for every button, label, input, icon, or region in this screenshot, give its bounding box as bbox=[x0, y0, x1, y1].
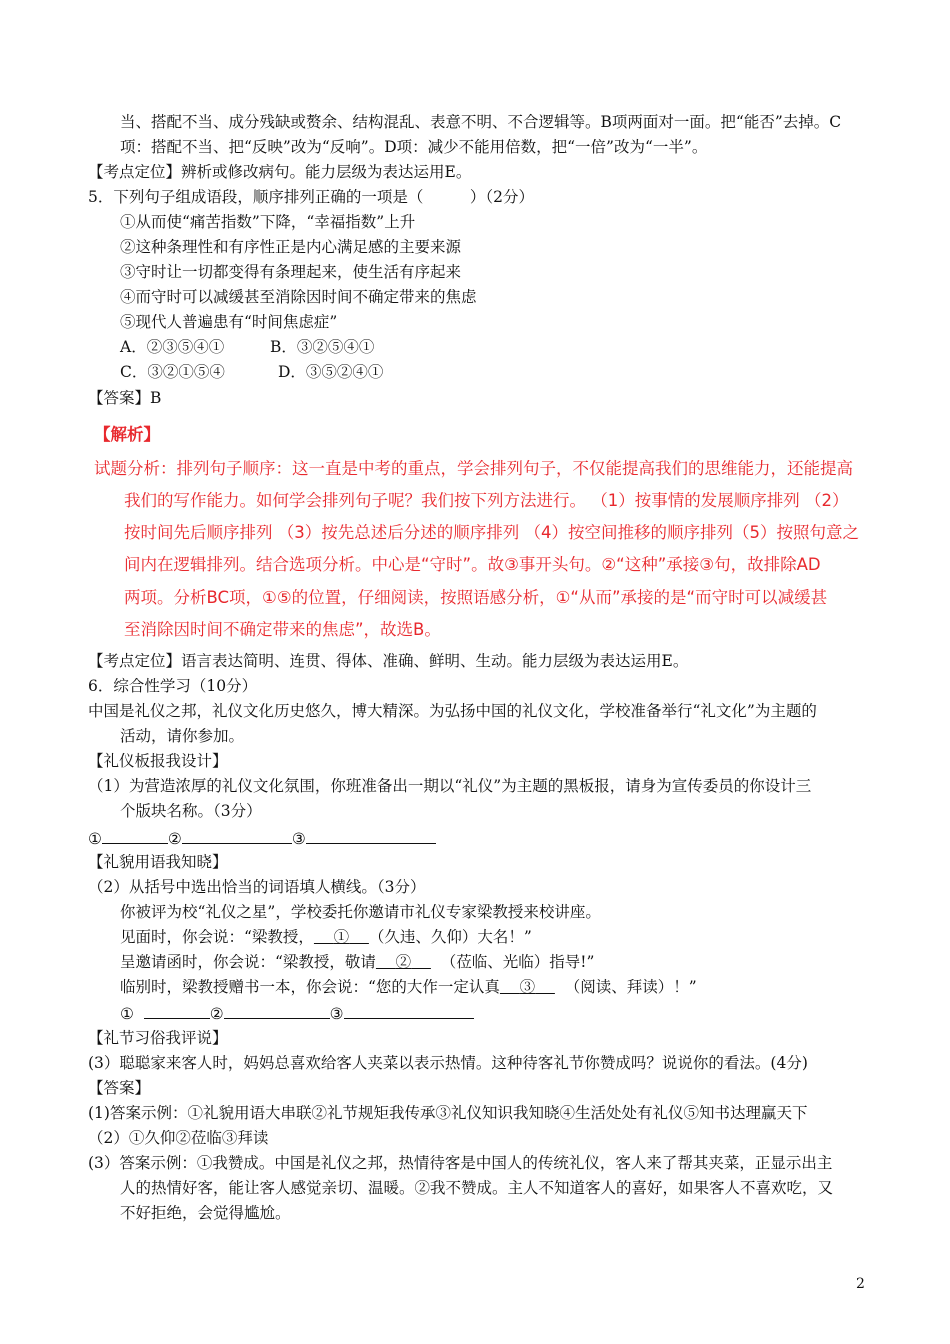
text-line: 项：搭配不当、把“反映”改为“反响”。D项：减少不能用倍数，把“一倍”改为“一半”。 bbox=[120, 138, 708, 156]
blank-label: ② bbox=[167, 830, 182, 848]
blank-number: ① bbox=[333, 928, 350, 946]
fill-text: 见面时，你会说：“梁教授， bbox=[120, 928, 314, 946]
sentence-3: ③守时让一切都变得有条理起来，使生活有序起来 bbox=[120, 263, 462, 281]
analysis-line: 按时间先后顺序排列 （3）按先总述后分述的顺序排列 （4）按空间推移的顺序排列（5）按照句意之 bbox=[124, 523, 859, 542]
sentence-1: ①从而使“痛苦指数”下降，“幸福指数”上升 bbox=[120, 213, 416, 231]
answer-line: (1)答案示例：①礼貌用语大串联②礼节规矩我传承③礼仪知识我知晓④生活处处有礼仪⑤知书达理赢天下 bbox=[88, 1104, 808, 1122]
analysis-line: 至消除因时间不确定带来的焦虑”，故选B。 bbox=[124, 620, 441, 639]
option-d: D．③⑤②④① bbox=[278, 363, 384, 381]
key-point-label: 【考点定位】辨析或修改病句。能力层级为表达运用E。 bbox=[88, 163, 472, 181]
answer-line: 不好拒绝，会觉得尴尬。 bbox=[120, 1204, 291, 1222]
sub-question-2: （2）从括号中选出恰当的词语填人横线。（3分） bbox=[88, 878, 426, 896]
section-heading: 【礼貌用语我知晓】 bbox=[88, 853, 228, 871]
sub-question-1: 个版块名称。（3分） bbox=[120, 802, 262, 820]
answer-label: 【答案】B bbox=[88, 389, 162, 407]
question-6-intro: 活动，请你参加。 bbox=[120, 727, 245, 745]
section-heading: 【礼节习俗我评说】 bbox=[88, 1029, 228, 1047]
blank-line bbox=[144, 1001, 210, 1019]
option-a: A．②③⑤④① bbox=[120, 338, 225, 356]
question-6-intro: 中国是礼仪之邦，礼仪文化历史悠久，博大精深。为弘扬中国的礼仪文化，学校准备举行“礼文化”为主题的 bbox=[88, 702, 817, 720]
option-b: B．③②⑤④① bbox=[270, 338, 375, 356]
blank-label: ① bbox=[120, 1005, 134, 1023]
analysis-heading: 【解析】 bbox=[94, 425, 160, 444]
fill-blank bbox=[500, 978, 555, 996]
question-5-stem: 5．下列句子组成语段，顺序排列正确的一项是（ ）（2分） bbox=[88, 188, 534, 206]
answer-line: (3）答案示例：①我赞成。中国是礼仪之邦，热情待客是中国人的传统礼仪，客人来了帮其夹菜，正显示出主 bbox=[88, 1154, 833, 1172]
fill-blank bbox=[314, 928, 369, 946]
blank-line bbox=[306, 826, 436, 844]
sentence-4: ④而守时可以减缓甚至消除因时间不确定带来的焦虑 bbox=[120, 288, 477, 306]
blank-line bbox=[182, 826, 292, 844]
blank-label: ① bbox=[88, 830, 102, 848]
question-6-stem: 6．综合性学习（10分） bbox=[88, 677, 258, 695]
fill-line bbox=[120, 976, 697, 998]
blank-number: ③ bbox=[519, 978, 536, 996]
fill-line bbox=[120, 926, 532, 948]
text-line: 当、搭配不当、成分残缺或赘余、结构混乱、表意不明、不合逻辑等。B项两面对一面。把“能否”去掉。C bbox=[120, 113, 842, 131]
sub-question-3: (3）聪聪家来客人时，妈妈总喜欢给客人夹菜以表示热情。这种待客礼节你赞成吗？说说你的看法。(4分) bbox=[88, 1054, 808, 1072]
section-heading: 【礼仪板报我设计】 bbox=[88, 752, 228, 770]
fill-text: （莅临、光临）指导!” bbox=[440, 953, 595, 971]
page-number: 2 bbox=[856, 1276, 865, 1292]
key-point-label: 【考点定位】语言表达简明、连贯、得体、准确、鲜明、生动。能力层级为表达运用E。 bbox=[88, 652, 689, 670]
sub-question-1: （1）为营造浓厚的礼仪文化氛围，你班准备出一期以“礼仪”为主题的黑板报，请身为宣传委员的你设计三 bbox=[88, 777, 812, 795]
fill-line bbox=[120, 951, 594, 973]
option-c: C．③②①⑤④ bbox=[120, 363, 225, 381]
sentence-2: ②这种条理性和有序性正是内心满足感的主要来源 bbox=[120, 238, 462, 256]
answer-line: （2）①久仰②莅临③拜读 bbox=[88, 1129, 269, 1147]
fill-text: （久违、久仰）大名！” bbox=[368, 928, 532, 946]
analysis-line: 间内在逻辑排列。结合选项分析。中心是“守时”。故③事开头句。②“这种”承接③句，故排除AD bbox=[124, 555, 821, 574]
answer-label: 【答案】 bbox=[88, 1079, 151, 1097]
analysis-line: 我们的写作能力。如何学会排列句子呢？我们按下列方法进行。 （1）按事情的发展顺序排列 （2） bbox=[124, 491, 849, 510]
fill-text: 临别时，梁教授赠书一本，你会说：“您的大作一定认真 bbox=[120, 978, 500, 996]
answer-blanks bbox=[120, 1001, 474, 1025]
blank-line bbox=[344, 1001, 474, 1019]
answer-blanks bbox=[88, 826, 436, 850]
fill-blank bbox=[376, 953, 431, 971]
fill-text: （阅读、拜读）！” bbox=[564, 978, 697, 996]
blank-line bbox=[224, 1001, 330, 1019]
blank-line bbox=[102, 826, 168, 844]
sentence-5: ⑤现代人普遍患有“时间焦虑症” bbox=[120, 313, 338, 331]
blank-label: ③ bbox=[291, 830, 306, 848]
analysis-line: 两项。分析BC项，①⑤的位置，仔细阅读，按照语感分析，①“从而”承接的是“而守时可以减缓甚 bbox=[124, 588, 828, 607]
analysis-line: 试题分析：排列句子顺序：这一直是中考的重点，学会排列句子，不仅能提高我们的思维能力，还能提高 bbox=[94, 459, 853, 478]
scenario-line: 你被评为校“礼仪之星”，学校委托你邀请市礼仪专家梁教授来校讲座。 bbox=[120, 903, 601, 921]
answer-line: 人的热情好客，能让客人感觉亲切、温暖。②我不赞成。主人不知道客人的喜好，如果客人不喜欢吃，又 bbox=[120, 1179, 834, 1197]
fill-text: 呈邀请函时，你会说：“梁教授，敬请 bbox=[120, 953, 376, 971]
blank-label: ③ bbox=[329, 1005, 344, 1023]
blank-number: ② bbox=[395, 953, 412, 971]
blank-label: ② bbox=[209, 1005, 224, 1023]
